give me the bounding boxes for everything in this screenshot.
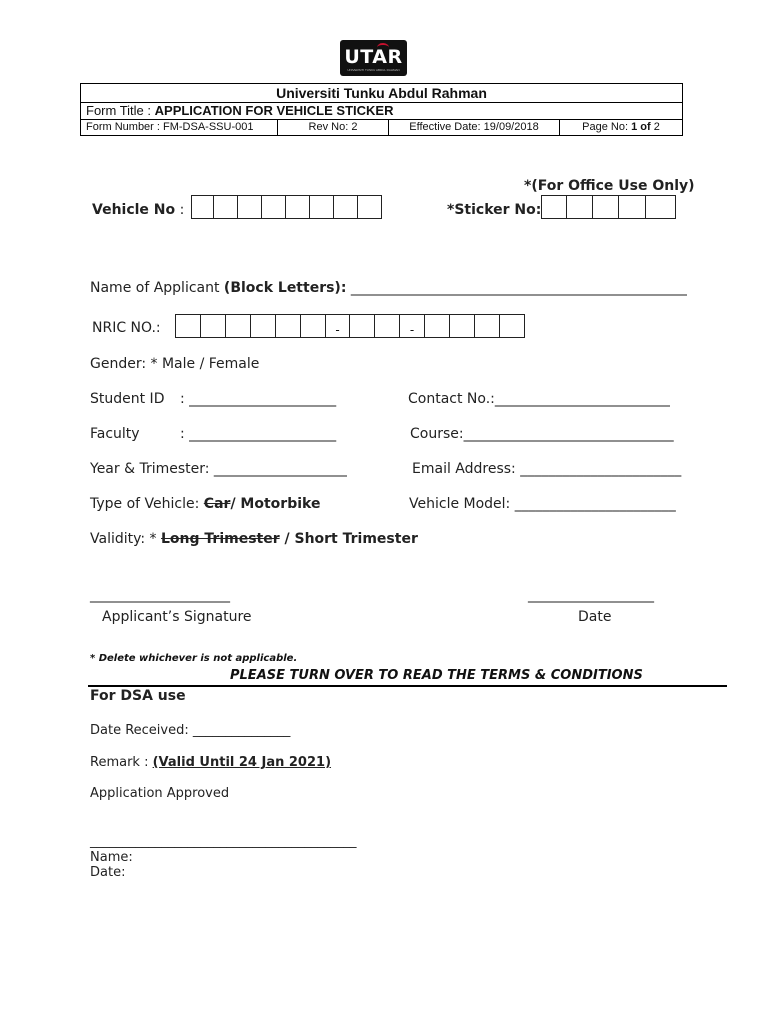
nric-box[interactable] [350, 314, 375, 338]
office-use-note: *(For Office Use Only) [524, 178, 695, 194]
vehicle-type-row[interactable] [90, 496, 320, 512]
gender-field[interactable]: Gender: * Male / Female [90, 356, 260, 372]
application-approved: Application Approved [90, 786, 230, 801]
applicant-name-label-bold: (Block Letters): [223, 280, 347, 296]
vehicle-no-label-row [92, 202, 184, 218]
year-trimester-row[interactable] [90, 461, 347, 477]
contact-row[interactable] [408, 391, 670, 407]
validity-short-trimester: / Short Trimester [279, 531, 418, 547]
validity-label: Validity: * [90, 531, 161, 547]
sticker-no-label: *Sticker No: [447, 202, 542, 218]
applicant-name-line[interactable]: ________________________________________________ [350, 280, 687, 296]
section-divider [88, 685, 727, 687]
nric-box[interactable] [500, 314, 525, 338]
vehicle-model-row[interactable] [409, 496, 676, 512]
email-row[interactable] [412, 461, 681, 477]
email-line[interactable]: _______________________ [520, 461, 682, 477]
sticker-no-box[interactable] [541, 195, 567, 219]
nric-dash: - [326, 314, 350, 338]
sticker-no-boxes[interactable] [541, 195, 676, 219]
vehicle-no-box[interactable] [262, 195, 286, 219]
vehicle-no-box[interactable] [310, 195, 334, 219]
faculty-label: Faculty [90, 426, 140, 442]
university-name: Universiti Tunku Abdul Rahman [81, 84, 683, 103]
nric-box[interactable] [375, 314, 400, 338]
date-received-line[interactable]: _______________ [192, 723, 291, 738]
applicant-name-label: Name of Applicant [90, 280, 224, 296]
nric-box[interactable] [251, 314, 276, 338]
nric-label: NRIC NO.: [92, 320, 161, 336]
date-received-label: Date Received: [90, 723, 193, 738]
vehicle-no-label: Vehicle No [92, 202, 176, 218]
year-trimester-line[interactable]: ___________________ [213, 461, 347, 477]
sticker-no-box[interactable] [567, 195, 593, 219]
vehicle-type-label: Type of Vehicle: [90, 496, 204, 512]
page-no-current: 1 [631, 121, 638, 133]
vehicle-model-line[interactable]: _______________________ [514, 496, 676, 512]
date-received-row[interactable] [90, 723, 290, 738]
logo-subtext: UNIVERSITI TUNKU ABDUL RAHMAN [347, 68, 400, 72]
form-title-value: APPLICATION FOR VEHICLE STICKER [154, 103, 394, 118]
form-header-table [80, 83, 683, 136]
sticker-no-box[interactable] [619, 195, 646, 219]
course-label: Course: [410, 426, 464, 442]
nric-box[interactable] [301, 314, 326, 338]
applicant-name-row[interactable] [90, 280, 687, 296]
page-no-total: 2 [653, 121, 660, 133]
remark-row [90, 755, 331, 770]
dsa-date-label: Date: [90, 865, 126, 880]
vehicle-no-box[interactable] [191, 195, 214, 219]
nric-box[interactable] [450, 314, 475, 338]
nric-box[interactable] [226, 314, 251, 338]
logo-text: UTAR [344, 46, 403, 68]
vehicle-no-box[interactable] [286, 195, 310, 219]
dsa-signature-line[interactable]: _________________________________________ [90, 834, 357, 849]
dsa-heading: For DSA use [90, 688, 186, 704]
vehicle-no-box[interactable] [238, 195, 262, 219]
dsa-name-label: Name: [90, 850, 133, 865]
vehicle-no-box[interactable] [334, 195, 358, 219]
contact-line[interactable]: _________________________ [494, 391, 670, 407]
effective-date: Effective Date: 19/09/2018 [389, 120, 560, 136]
remark-label: Remark : [90, 755, 153, 770]
vehicle-model-label: Vehicle Model: [409, 496, 515, 512]
contact-label: Contact No.: [408, 391, 495, 407]
student-id-line[interactable]: : _____________________ [180, 391, 337, 407]
nric-box[interactable] [276, 314, 301, 338]
nric-dash: - [400, 314, 425, 338]
validity-row[interactable] [90, 531, 418, 547]
student-id-label: Student ID [90, 391, 165, 407]
vehicle-no-boxes[interactable] [191, 195, 382, 219]
utar-logo [340, 40, 407, 76]
date-label: Date [578, 609, 612, 625]
applicant-signature-label: Applicant’s Signature [102, 609, 252, 625]
vehicle-type-motorbike: / Motorbike [230, 496, 321, 512]
year-trimester-label: Year & Trimester: [90, 461, 214, 477]
vehicle-no-colon: : [179, 202, 185, 218]
sticker-no-box[interactable] [593, 195, 619, 219]
nric-box[interactable] [425, 314, 450, 338]
rev-no: Rev No: 2 [278, 120, 389, 136]
validity-long-trimester: Long Trimester [161, 531, 280, 547]
form-title-label: Form Title : [86, 103, 152, 118]
signature-line[interactable]: ____________________ [90, 587, 230, 603]
vehicle-no-box[interactable] [214, 195, 238, 219]
nric-box[interactable] [475, 314, 500, 338]
remark-value: (Valid Until 24 Jan 2021) [152, 755, 332, 770]
page-no-prefix: Page No: [582, 121, 632, 133]
form-title-row [81, 103, 683, 120]
course-line[interactable]: ______________________________ [463, 426, 674, 442]
sticker-no-box[interactable] [646, 195, 676, 219]
nric-box[interactable] [175, 314, 201, 338]
nric-boxes[interactable] [175, 314, 525, 338]
date-line[interactable]: __________________ [528, 587, 654, 603]
form-number: Form Number : FM-DSA-SSU-001 [81, 120, 278, 136]
nric-box[interactable] [201, 314, 226, 338]
email-label: Email Address: [412, 461, 521, 477]
vehicle-type-car: Car [203, 496, 231, 512]
page-no-of: of [637, 121, 654, 133]
turn-over-notice: PLEASE TURN OVER TO READ THE TERMS & CONDITIONS [230, 668, 643, 683]
page-no [560, 120, 683, 136]
delete-note: * Delete whichever is not applicable. [90, 653, 298, 664]
faculty-line[interactable]: : _____________________ [180, 426, 337, 442]
vehicle-no-box[interactable] [358, 195, 382, 219]
course-row[interactable] [410, 426, 674, 442]
